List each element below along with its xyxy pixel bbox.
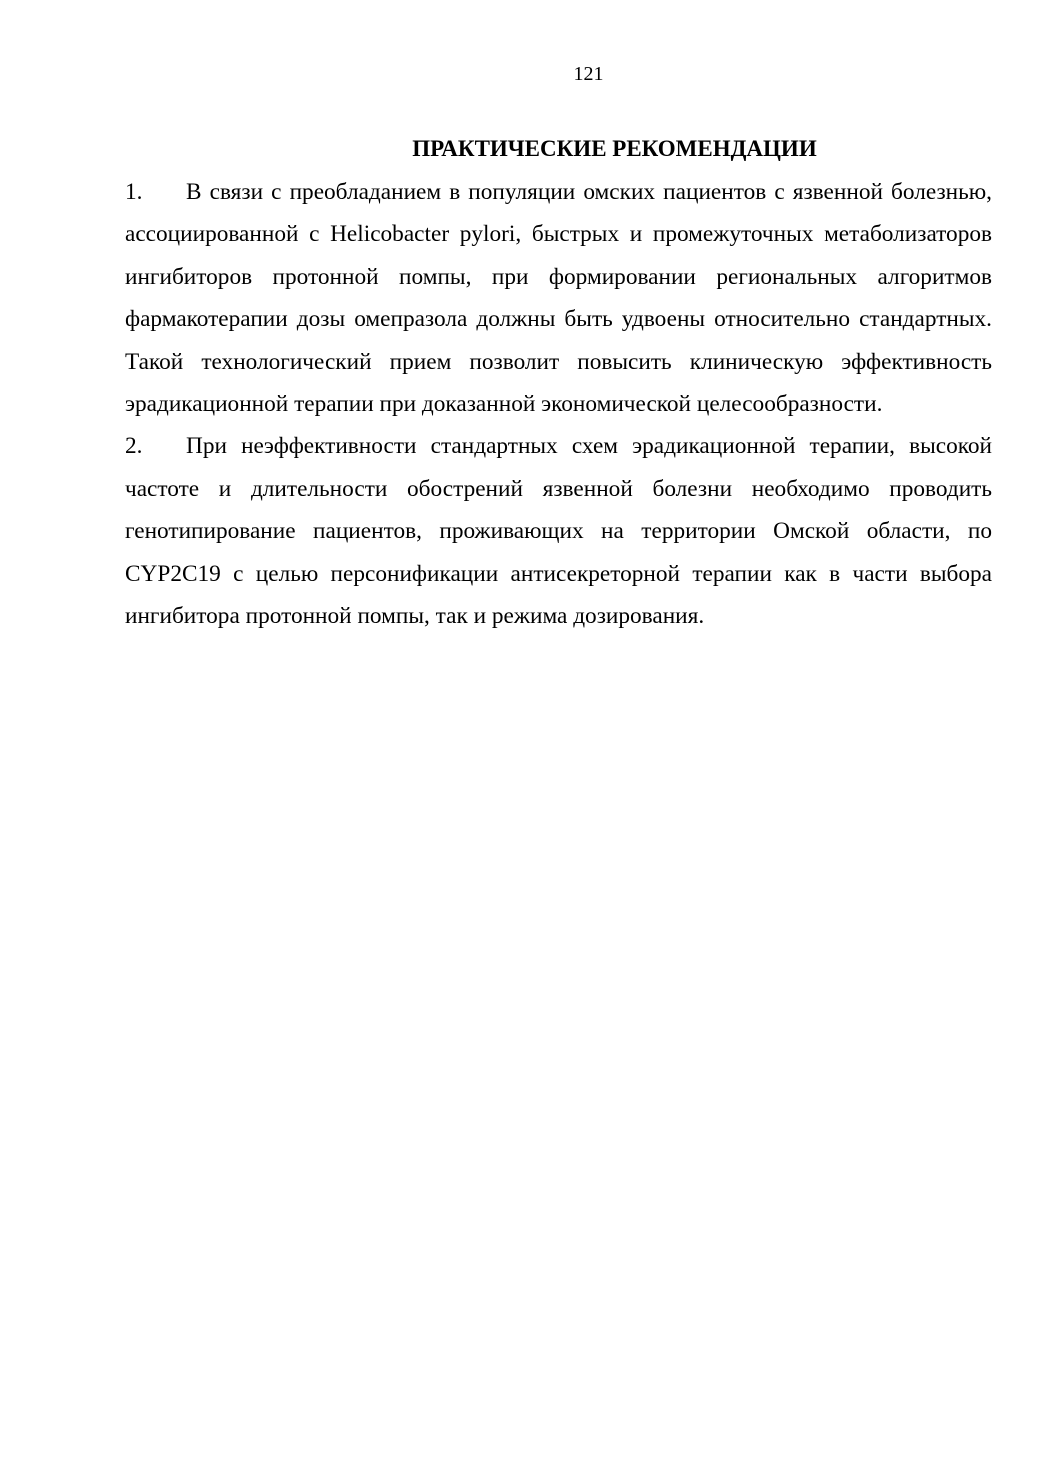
recommendation-text: При неэффективности стандартных схем эрадикационной терапии, высокой частоте и длительности обострений язвенной болезни необходимо проводить генотипирование пациентов, проживающих на территории Омской области, по CYP2C19 с целью персонификации антисекреторной терапии как в части выбора ингибитора протонной помпы, так и режима дозирования.	[125, 433, 992, 630]
page-number: 121	[573, 63, 604, 85]
recommendation-number: 1.	[125, 179, 143, 205]
section-heading: ПРАКТИЧЕСКИЕ РЕКОМЕНДАЦИИ	[412, 136, 817, 161]
recommendation-number: 2.	[125, 433, 143, 460]
recommendation-item	[125, 171, 992, 425]
recommendation-item	[125, 425, 992, 637]
recommendation-text: В связи с преобладанием в популяции омских пациентов с язвенной болезнью, ассоциированной с Helicobacter pylori, быстрых и промежуточных метаболизаторов ингибиторов протонной помпы, при формировании региональных алгоритмов фармакотерапии дозы омепразола должны быть удвоены относительно стандартных. Такой технологический прием позволит повысить клиническую эффективность эрадикационной терапии при доказанной экономической целесообразности.	[125, 179, 992, 418]
recommendations-list	[125, 171, 992, 637]
